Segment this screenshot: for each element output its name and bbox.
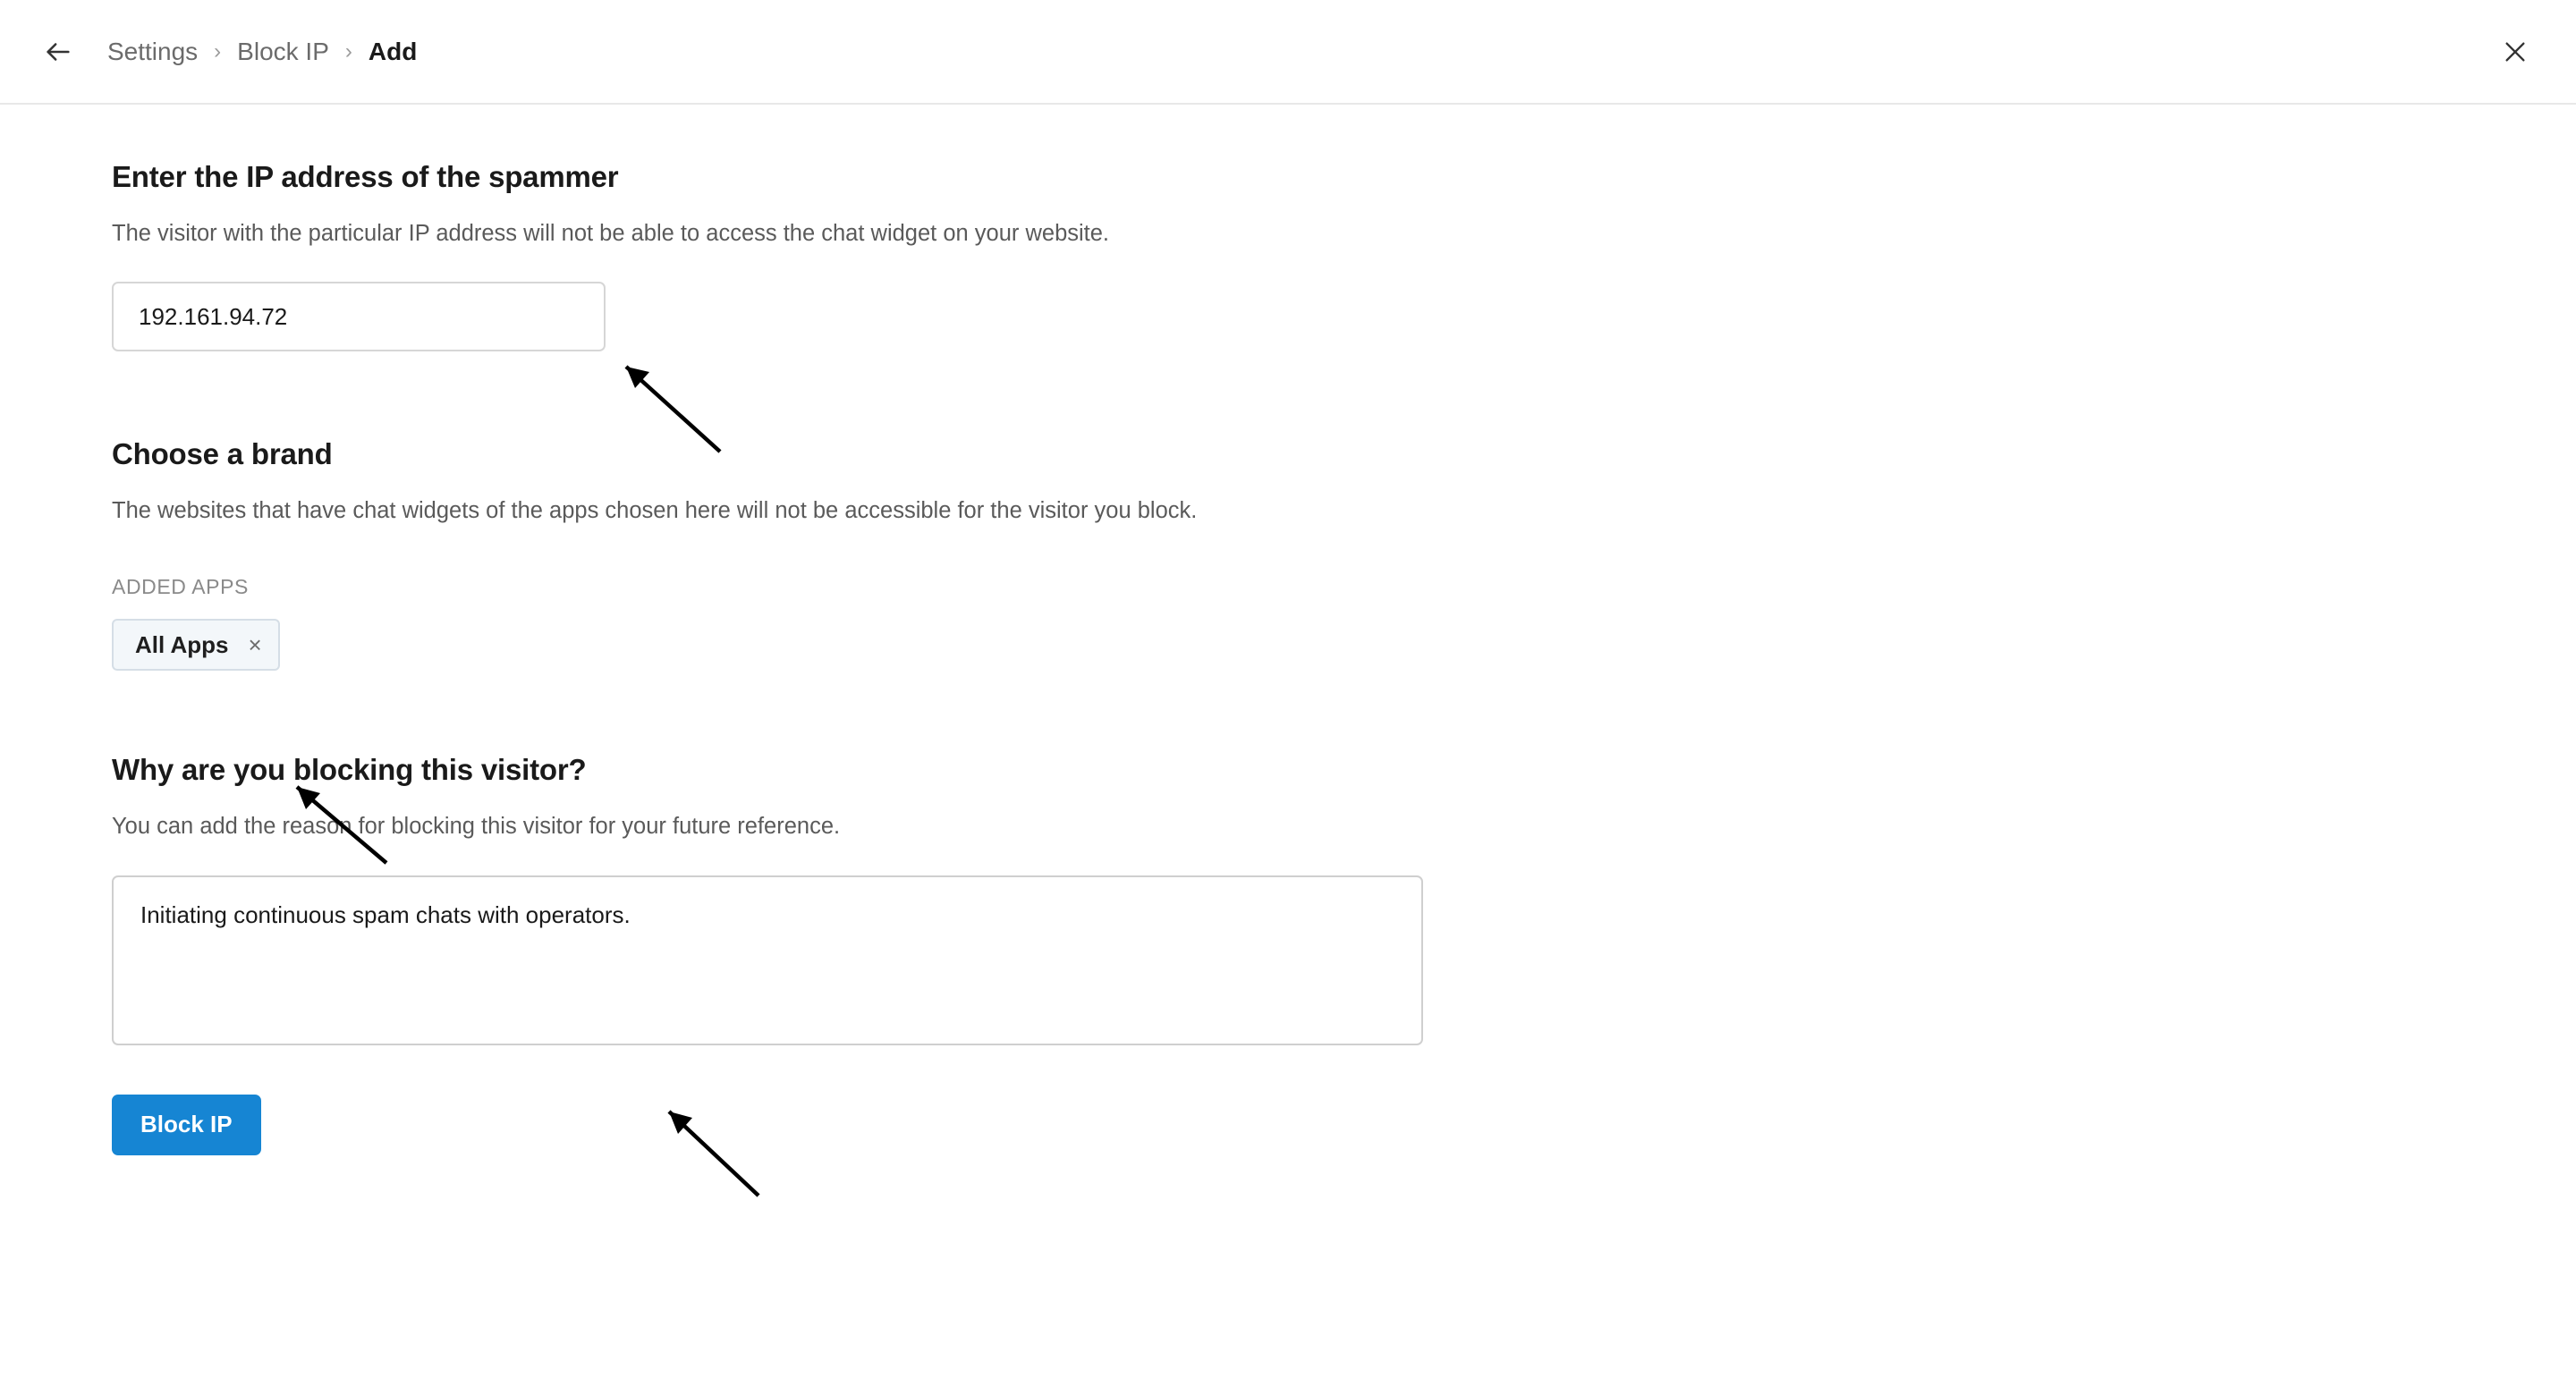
ip-address-input[interactable] bbox=[112, 282, 606, 351]
reason-textarea[interactable] bbox=[112, 875, 1423, 1045]
breadcrumb-item-add: Add bbox=[368, 37, 418, 65]
breadcrumb bbox=[107, 38, 417, 66]
ip-section-description: The visitor with the particular IP address will not be able to access the chat widget on your website. bbox=[112, 221, 1110, 246]
close-icon bbox=[2501, 38, 2529, 66]
reason-section bbox=[112, 753, 2576, 1049]
app-chip-label: All Apps bbox=[135, 630, 229, 658]
breadcrumb-item-block-ip[interactable]: Block IP bbox=[237, 37, 329, 65]
arrow-left-icon bbox=[43, 37, 73, 67]
app-chip-all-apps[interactable] bbox=[112, 619, 280, 671]
top-bar bbox=[0, 0, 2576, 105]
ip-section-title: Enter the IP address of the spammer bbox=[112, 160, 619, 193]
main-content bbox=[0, 105, 2576, 1155]
back-button[interactable] bbox=[38, 31, 79, 72]
remove-chip-icon[interactable]: × bbox=[248, 631, 262, 659]
breadcrumb-item-settings[interactable]: Settings bbox=[107, 37, 199, 65]
block-ip-button[interactable]: Block IP bbox=[112, 1095, 261, 1155]
brand-section-title: Choose a brand bbox=[112, 437, 333, 471]
reason-section-title: Why are you blocking this visitor? bbox=[112, 753, 587, 787]
added-apps-label: ADDED APPS bbox=[112, 575, 249, 599]
reason-section-description: You can add the reason for blocking this visitor for your future reference. bbox=[112, 814, 841, 840]
breadcrumb-separator: › bbox=[344, 38, 352, 63]
brand-section bbox=[112, 437, 2576, 671]
breadcrumb-separator: › bbox=[214, 38, 222, 63]
ip-section bbox=[112, 160, 2576, 351]
brand-section-description: The websites that have chat widgets of the apps chosen here will not be accessible for the visitor you block. bbox=[112, 498, 1198, 524]
close-button[interactable] bbox=[2496, 32, 2535, 72]
